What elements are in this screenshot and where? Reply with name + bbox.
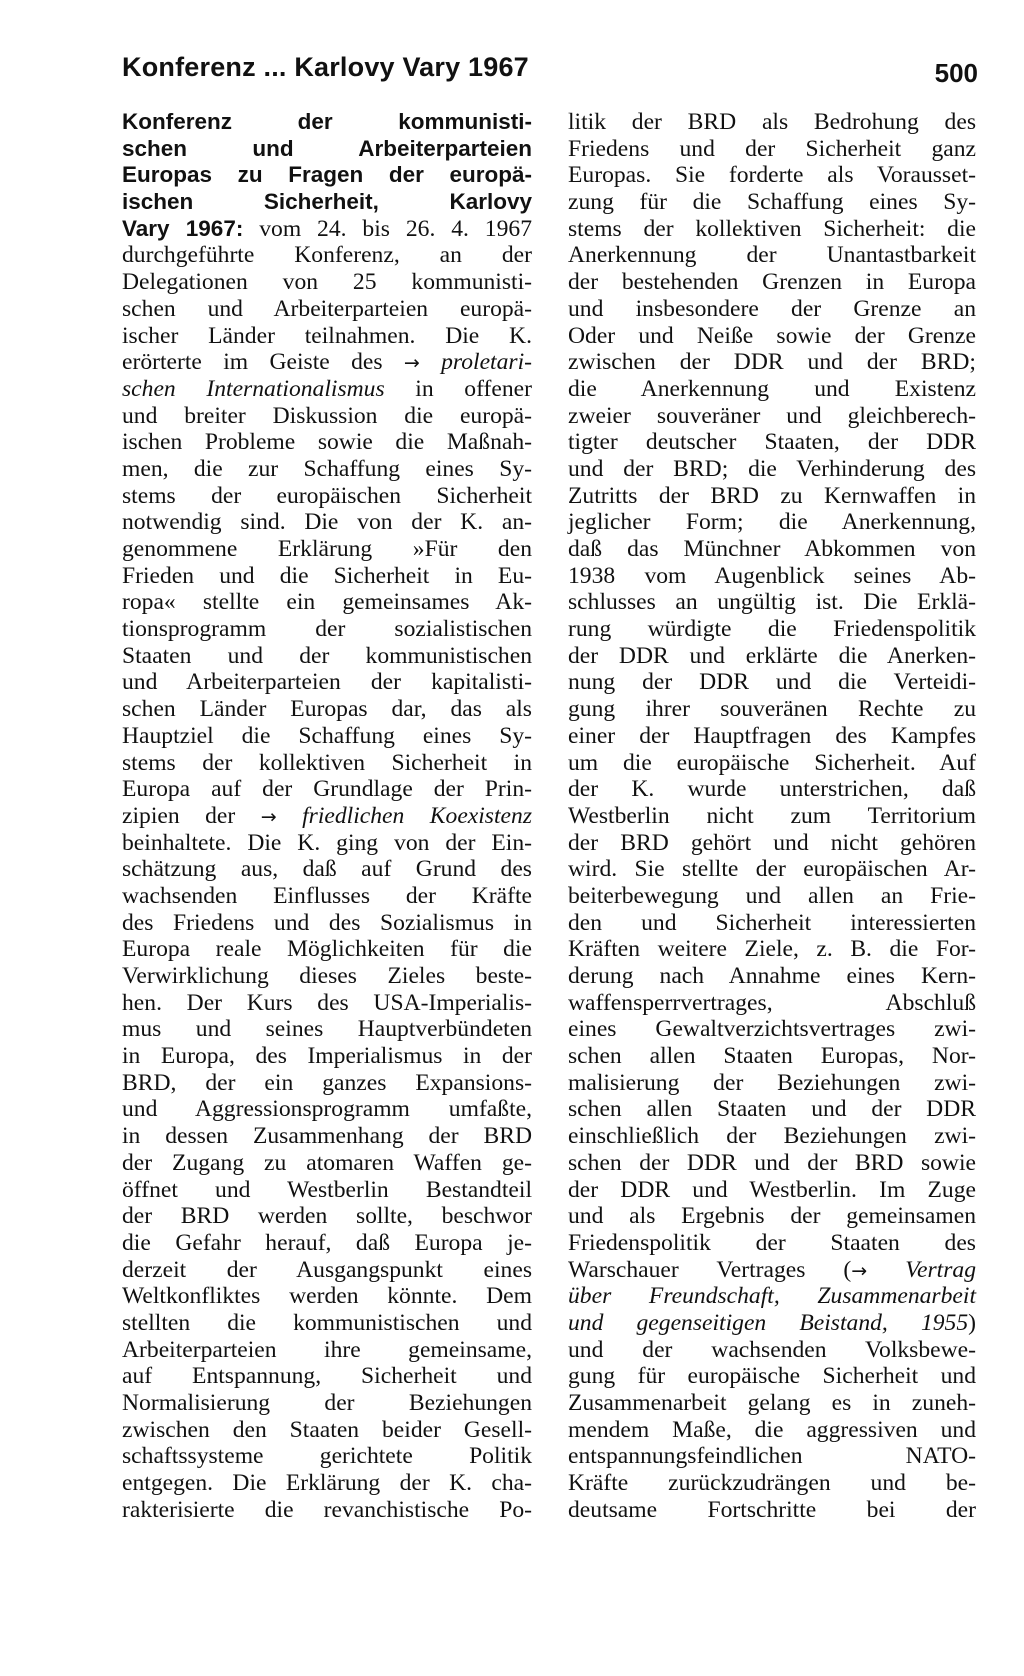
text-segment: mendem Maße, die aggressiven und	[568, 1416, 976, 1443]
text-line	[568, 1470, 976, 1497]
text-segment: durchgeführte Konferenz, an der	[122, 242, 532, 269]
text-segment: den und Sicherheit interessierten	[568, 909, 976, 936]
text-line	[568, 1283, 976, 1310]
text-line	[122, 883, 532, 910]
text-segment: und Aggressionsprogramm umfaßte,	[122, 1096, 532, 1123]
text-line	[122, 1070, 532, 1097]
text-segment: BRD, der ein ganzes Expansions-	[122, 1069, 532, 1096]
text-line	[122, 963, 532, 990]
text-segment: beiterbewegung und allen an Frie-	[568, 882, 976, 909]
text-segment: stellten die kommunistischen und	[122, 1309, 532, 1336]
text-line	[122, 1417, 532, 1444]
text-segment: Europa auf der Grundlage der Prin-	[122, 776, 532, 803]
text-line	[122, 1470, 532, 1497]
text-line	[122, 563, 532, 590]
text-line	[568, 990, 976, 1017]
text-segment: der Zugang zu atomaren Waffen ge-	[122, 1149, 532, 1176]
text-segment: Oder und Neiße sowie der Grenze	[568, 322, 976, 349]
text-line	[568, 509, 976, 536]
text-line	[122, 216, 532, 243]
text-line	[568, 1123, 976, 1150]
text-segment: Hauptziel die Schaffung eines Sy-	[122, 722, 532, 749]
text-segment: Vertrag	[867, 1256, 976, 1283]
text-line	[568, 1096, 976, 1123]
text-line	[122, 1043, 532, 1070]
text-line	[568, 910, 976, 937]
text-segment: deutsame Fortschritte bei der	[568, 1496, 976, 1523]
text-segment: ischen Sicherheit, Karlovy	[122, 189, 532, 215]
text-segment: friedlichen Koexistenz	[276, 802, 532, 829]
cross-reference-arrow-icon: →	[851, 1259, 868, 1282]
text-segment: ischen Probleme sowie die Maßnah-	[122, 429, 532, 456]
text-segment: öffnet und Westberlin Bestandteil	[122, 1176, 532, 1203]
text-segment: zwischen den Staaten beider Gesell-	[122, 1416, 532, 1443]
text-segment: die Anerkennung und Existenz	[568, 375, 976, 402]
text-line	[122, 136, 532, 163]
text-line	[568, 189, 976, 216]
text-line	[568, 643, 976, 670]
text-segment: jeglicher Form; die Anerkennung,	[568, 509, 976, 536]
text-line	[568, 1150, 976, 1177]
text-line	[568, 803, 976, 830]
text-segment: Kräfte zurückzudrängen und be-	[568, 1470, 976, 1497]
text-segment: rakterisierte die revanchistische Po-	[122, 1496, 532, 1523]
text-segment: zwischen der DDR und der BRD;	[568, 349, 976, 376]
text-line	[122, 429, 532, 456]
text-line	[568, 1043, 976, 1070]
text-line	[122, 669, 532, 696]
text-segment: der DDR und erklärte die Anerken-	[568, 642, 976, 669]
text-segment: schen Internationalismus	[122, 375, 385, 402]
text-line	[122, 536, 532, 563]
text-line	[568, 1177, 976, 1204]
text-segment: Kräften weitere Ziele, z. B. die For-	[568, 936, 976, 963]
text-line	[568, 1390, 976, 1417]
text-segment: schen und Arbeiterparteien europä-	[122, 295, 532, 322]
text-line	[568, 883, 976, 910]
text-line	[122, 189, 532, 216]
text-segment: Normalisierung der Beziehungen	[122, 1390, 532, 1416]
text-segment: Europas zu Fragen der europä-	[122, 162, 532, 188]
text-segment: der DDR und Westberlin. Im Zuge	[568, 1176, 976, 1203]
text-segment: stems der europäischen Sicherheit	[122, 482, 532, 509]
text-line	[122, 1257, 532, 1284]
text-line	[568, 483, 976, 510]
text-line	[568, 563, 976, 590]
text-line	[122, 483, 532, 510]
text-line	[122, 990, 532, 1017]
text-line	[122, 1230, 532, 1257]
text-segment: vom 24. bis 26. 4. 1967	[243, 215, 532, 242]
text-line	[568, 750, 976, 777]
text-segment: und der wachsenden Volksbewe-	[568, 1336, 976, 1363]
text-segment: wird. Sie stellte der europäischen Ar-	[568, 856, 976, 883]
text-line	[568, 242, 976, 269]
text-line	[122, 1150, 532, 1177]
text-segment: Friedens und der Sicherheit ganz	[568, 135, 976, 162]
text-line	[568, 456, 976, 483]
text-line	[122, 1390, 532, 1417]
text-segment: derung nach Annahme eines Kern-	[568, 963, 976, 989]
text-segment: in Europa, des Imperialismus in der	[122, 1043, 532, 1070]
text-segment: auf Entspannung, Sicherheit und	[122, 1363, 532, 1390]
text-line	[568, 1310, 976, 1337]
text-line	[122, 296, 532, 323]
text-segment: und breiter Diskussion die europä-	[122, 402, 532, 429]
text-line	[568, 776, 976, 803]
text-segment: und als Ergebnis der gemeinsamen	[568, 1203, 976, 1230]
text-segment: und gegenseitigen Beistand, 1955	[568, 1309, 969, 1336]
text-segment: mus und seines Hauptverbündeten	[122, 1016, 532, 1043]
text-line	[122, 403, 532, 430]
text-segment: schen und Arbeiterparteien	[122, 135, 532, 161]
text-segment: in offener	[384, 375, 532, 402]
text-segment: der BRD gehört und nicht gehören	[568, 829, 976, 856]
text-line	[568, 1016, 976, 1043]
text-segment: Staaten und der kommunistischen	[122, 642, 532, 669]
text-segment: Zutritts der BRD zu Kernwaffen in	[568, 482, 976, 509]
text-line	[122, 162, 532, 189]
text-line	[122, 1123, 532, 1150]
text-line	[568, 1443, 976, 1470]
text-segment: waffensperrvertrages, Abschluß	[568, 989, 976, 1016]
text-segment: in dessen Zusammenhang der BRD	[122, 1123, 532, 1150]
text-line	[122, 589, 532, 616]
text-segment: Verwirklichung dieses Zieles beste-	[122, 963, 532, 989]
text-line	[568, 349, 976, 376]
text-line	[568, 429, 976, 456]
page-number: 500	[934, 58, 978, 88]
text-segment: rung würdigte die Friedenspolitik	[568, 616, 976, 643]
text-line	[568, 136, 976, 163]
text-segment: einer der Hauptfragen des Kampfes	[568, 722, 976, 749]
text-line	[122, 456, 532, 483]
text-line	[122, 936, 532, 963]
text-segment: schaftssysteme gerichtete Politik	[122, 1443, 532, 1470]
text-segment: schen allen Staaten Europas, Nor-	[568, 1043, 976, 1070]
text-line	[568, 109, 976, 136]
text-column-left	[122, 109, 532, 1523]
text-segment: daß das Münchner Abkommen von	[568, 536, 976, 562]
text-line	[122, 376, 532, 403]
text-line	[122, 723, 532, 750]
text-segment: nung der DDR und die Verteidi-	[568, 669, 976, 696]
text-line	[568, 216, 976, 243]
text-segment: die Gefahr herauf, daß Europa je-	[122, 1229, 532, 1256]
text-segment: schen Länder Europas dar, das als	[122, 696, 532, 723]
text-column-right	[568, 109, 976, 1523]
text-segment: derzeit der Ausgangspunkt eines	[122, 1256, 532, 1283]
text-segment: Anerkennung der Unantastbarkeit	[568, 242, 976, 269]
text-line	[568, 403, 976, 430]
text-line	[122, 1177, 532, 1204]
text-segment: und Arbeiterparteien der kapitalisti-	[122, 669, 532, 696]
text-segment: zipien der	[122, 802, 261, 829]
text-segment: stems der kollektiven Sicherheit: die	[568, 215, 976, 242]
text-segment: schlusses an ungültig ist. Die Erklä-	[568, 589, 976, 616]
cross-reference-arrow-icon: →	[260, 805, 277, 828]
text-line	[568, 1417, 976, 1444]
text-segment: und der BRD; die Verhinderung des	[568, 455, 976, 482]
text-line	[122, 242, 532, 269]
text-line	[568, 536, 976, 563]
text-segment: hen. Der Kurs des USA-Imperialis-	[122, 989, 532, 1016]
text-line	[122, 1363, 532, 1390]
text-line	[568, 1203, 976, 1230]
text-segment: Weltkonfliktes werden könnte. Dem	[122, 1283, 532, 1310]
text-segment: zung für die Schaffung eines Sy-	[568, 189, 976, 216]
text-segment: )	[968, 1309, 976, 1336]
text-segment: ropa« stellte ein gemeinsames Ak-	[122, 589, 532, 616]
text-line	[568, 1497, 976, 1524]
text-segment: Friedenspolitik der Staaten des	[568, 1229, 976, 1256]
text-line	[568, 963, 976, 990]
text-segment: Arbeiterparteien ihre gemeinsame,	[122, 1336, 532, 1363]
text-line	[122, 776, 532, 803]
text-line	[122, 830, 532, 857]
cross-reference-arrow-icon: →	[403, 352, 420, 375]
text-line	[122, 750, 532, 777]
text-segment: proletari-	[419, 349, 532, 376]
text-line	[122, 323, 532, 350]
text-line	[122, 1497, 532, 1524]
text-line	[568, 1337, 976, 1364]
text-segment: tionsprogramm der sozialistischen	[122, 616, 532, 643]
text-line	[122, 269, 532, 296]
text-line	[568, 830, 976, 857]
text-line	[568, 1070, 976, 1097]
text-line	[122, 1016, 532, 1043]
text-segment: Europa reale Möglichkeiten für die	[122, 936, 532, 963]
text-segment: Zusammenarbeit gelang es in zuneh-	[568, 1390, 976, 1416]
text-segment: der K. wurde unterstrichen, daß	[568, 776, 976, 803]
text-segment: gung ihrer souveränen Rechte zu	[568, 696, 976, 723]
text-line	[568, 1257, 976, 1284]
text-segment: litik der BRD als Bedrohung des	[568, 109, 976, 135]
text-segment: und insbesondere der Grenze an	[568, 295, 976, 322]
text-segment: entgegen. Die Erklärung der K. cha-	[122, 1470, 532, 1497]
text-segment: schätzung aus, daß auf Grund des	[122, 856, 532, 883]
text-line	[568, 589, 976, 616]
text-segment: Delegationen von 25 kommunisti-	[122, 269, 532, 296]
text-line	[568, 269, 976, 296]
text-segment: Vary 1967:	[122, 215, 244, 241]
text-segment: stems der kollektiven Sicherheit in	[122, 749, 532, 776]
text-line	[568, 1363, 976, 1390]
text-segment: malisierung der Beziehungen zwi-	[568, 1069, 976, 1096]
text-segment: 1938 vom Augenblick seines Ab-	[568, 562, 976, 589]
text-line	[122, 643, 532, 670]
text-segment: der BRD werden sollte, beschwor	[122, 1203, 532, 1230]
text-line	[568, 669, 976, 696]
text-line	[122, 109, 532, 136]
text-line	[568, 856, 976, 883]
text-segment: ischer Länder teilnahmen. Die K.	[122, 322, 532, 349]
text-line	[122, 803, 532, 830]
text-segment: genommene Erklärung »Für den	[122, 536, 532, 562]
text-line	[568, 936, 976, 963]
text-line	[122, 856, 532, 883]
text-segment: Frieden und die Sicherheit in Eu-	[122, 562, 532, 589]
text-segment: schen allen Staaten und der DDR	[568, 1096, 976, 1123]
text-segment: um die europäische Sicherheit. Auf	[568, 749, 976, 776]
text-line	[568, 162, 976, 189]
text-line	[122, 1310, 532, 1337]
text-segment: eines Gewaltverzichtsvertrages zwi-	[568, 1016, 976, 1043]
text-segment: Konferenz der kommunisti-	[122, 109, 532, 134]
running-head: Konferenz ... Karlovy Vary 1967	[122, 52, 529, 82]
text-segment: entspannungsfeindlichen NATO-	[568, 1443, 976, 1470]
text-line	[122, 616, 532, 643]
text-segment: über Freundschaft, Zusammenarbeit	[568, 1283, 976, 1310]
text-line	[122, 509, 532, 536]
text-line	[568, 616, 976, 643]
text-line	[122, 1443, 532, 1470]
text-segment: erörterte im Geiste des	[122, 349, 404, 376]
text-segment: zweier souveräner und gleichberech-	[568, 402, 976, 429]
text-line	[122, 696, 532, 723]
text-segment: wachsenden Einflusses der Kräfte	[122, 882, 532, 909]
text-segment: des Friedens und des Sozialismus in	[122, 909, 532, 936]
text-line	[568, 296, 976, 323]
text-line	[568, 696, 976, 723]
text-line	[568, 323, 976, 350]
text-segment: Warschauer Vertrages (	[568, 1256, 852, 1283]
text-segment: men, die zur Schaffung eines Sy-	[122, 455, 532, 482]
text-line	[122, 1283, 532, 1310]
text-segment: gung für europäische Sicherheit und	[568, 1363, 976, 1390]
text-segment: der bestehenden Grenzen in Europa	[568, 269, 976, 296]
text-line	[122, 1337, 532, 1364]
text-line	[568, 723, 976, 750]
text-line	[568, 376, 976, 403]
text-line	[568, 1230, 976, 1257]
text-segment: Europas. Sie forderte als Vorausset-	[568, 162, 976, 189]
text-segment: Westberlin nicht zum Territorium	[568, 802, 976, 829]
text-line	[122, 910, 532, 937]
text-line	[122, 1096, 532, 1123]
text-segment: beinhaltete. Die K. ging von der Ein-	[122, 829, 532, 856]
text-line	[122, 349, 532, 376]
text-segment: einschließlich der Beziehungen zwi-	[568, 1123, 976, 1150]
text-line	[122, 1203, 532, 1230]
text-segment: notwendig sind. Die von der K. an-	[122, 509, 532, 536]
text-segment: schen der DDR und der BRD sowie	[568, 1149, 976, 1176]
text-segment: tigter deutscher Staaten, der DDR	[568, 429, 976, 456]
